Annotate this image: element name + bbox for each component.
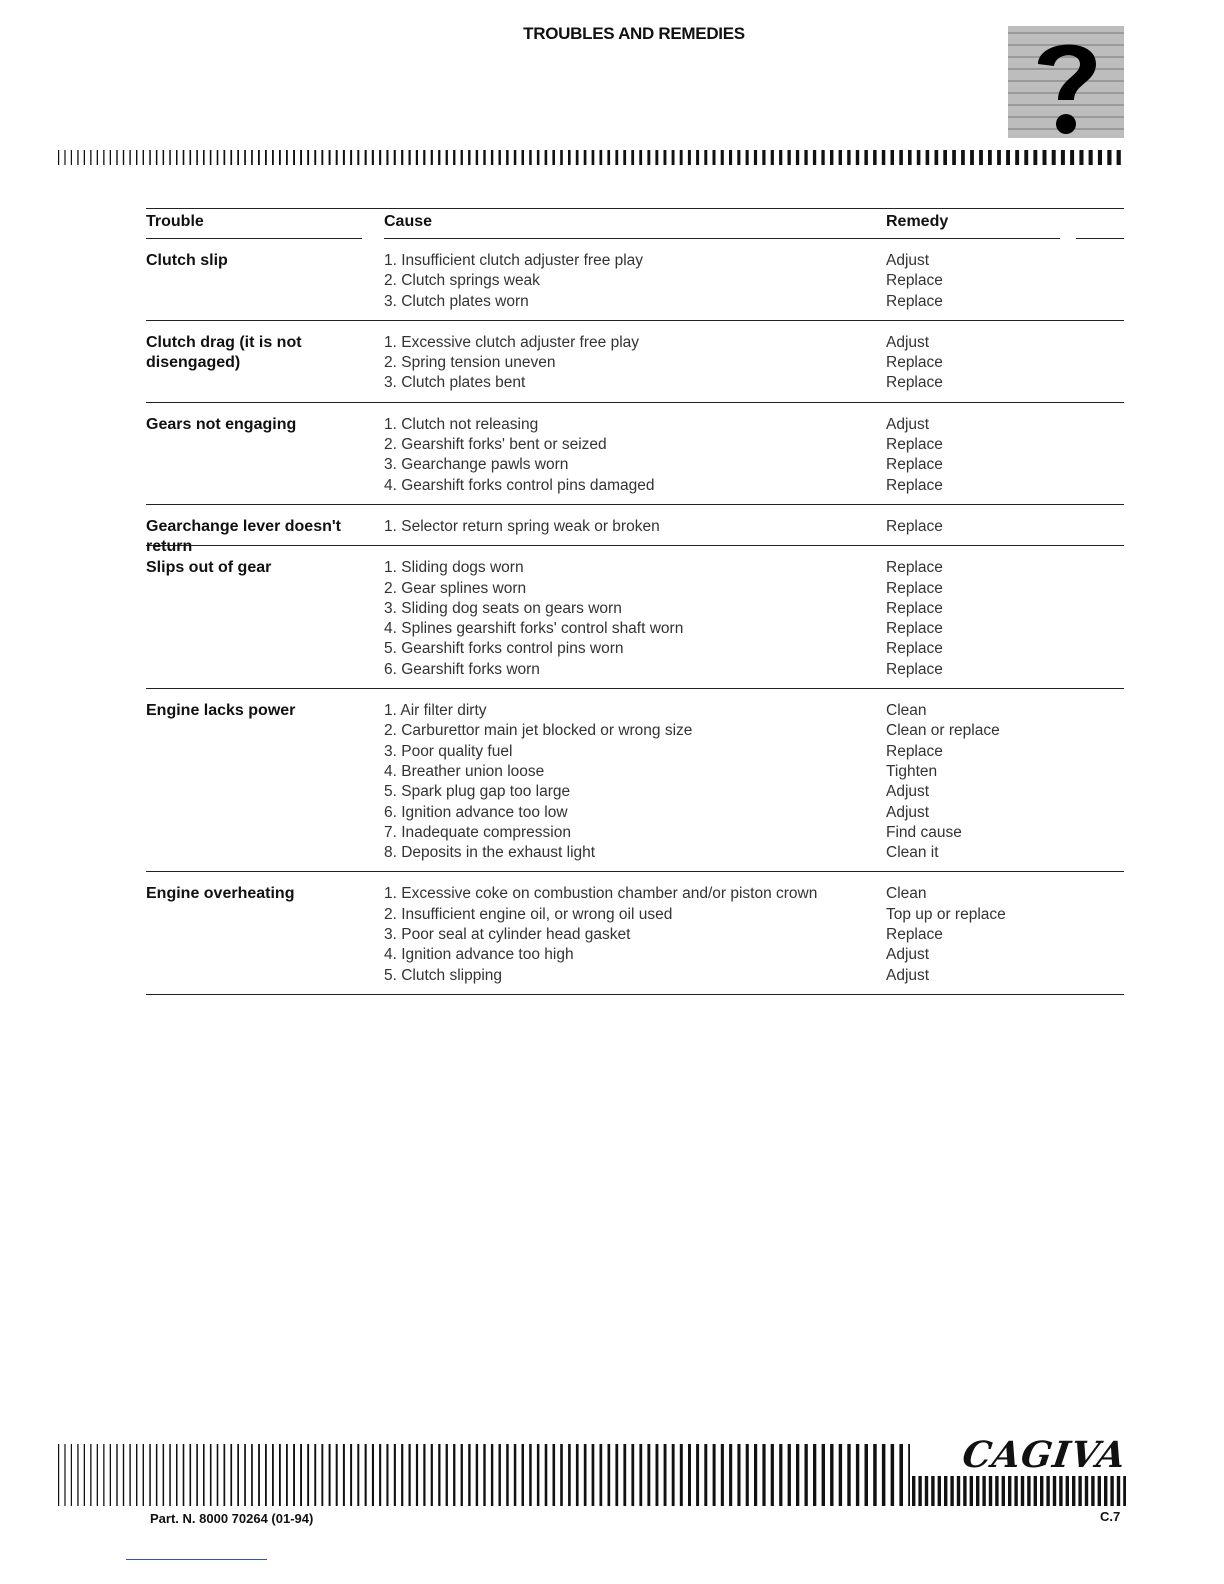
table-row <box>146 505 1124 555</box>
trouble-cell <box>146 558 366 578</box>
trouble-text: Gearchange lever doesn't <box>146 517 341 535</box>
table-row <box>146 872 1124 994</box>
cause-item: 5. Spark plug gap too large <box>384 783 571 801</box>
cause-item: 3. Sliding dog seats on gears worn <box>384 599 622 617</box>
remedy-item: Top up or replace <box>886 905 1006 923</box>
page-title: TROUBLES AND REMEDIES <box>523 24 745 43</box>
cause-item: 3. Poor quality fuel <box>384 742 513 760</box>
table-row <box>146 321 1124 403</box>
remedy-item: Adjust <box>886 333 930 351</box>
trouble-text: disengaged) <box>146 353 241 371</box>
part-number: Part. N. 8000 70264 (01-94) <box>150 1511 314 1526</box>
trouble-cell <box>146 884 366 904</box>
remedy-item: Replace <box>886 579 943 597</box>
remedy-item: Adjust <box>886 783 930 801</box>
remedy-cell <box>886 701 1116 863</box>
remedy-item: Replace <box>886 620 943 638</box>
cause-item: 1. Sliding dogs worn <box>384 559 524 577</box>
remedy-item: Adjust <box>886 252 930 269</box>
cause-cell <box>384 884 874 985</box>
trouble-text: Engine overheating <box>146 885 295 903</box>
remedy-item: Replace <box>886 456 943 474</box>
trouble-cell <box>146 701 366 721</box>
remedy-item: Replace <box>886 354 943 372</box>
cause-item: 3. Clutch plates bent <box>384 374 526 392</box>
cause-item: 1. Air filter dirty <box>384 702 487 720</box>
footer-barcode-strip <box>58 1444 910 1506</box>
remedy-cell <box>886 415 1116 496</box>
cause-item: 6. Ignition advance too low <box>384 803 568 821</box>
header-trouble: Trouble <box>146 213 204 230</box>
remedy-item: Replace <box>886 272 943 290</box>
bottom-rule <box>126 1559 267 1560</box>
cause-item: 7. Inadequate compression <box>384 823 571 841</box>
remedy-cell <box>886 251 1116 312</box>
table-body <box>146 239 1124 995</box>
remedy-item: Adjust <box>886 946 930 964</box>
cause-item: 6. Gearshift forks worn <box>384 660 540 678</box>
cause-item: 5. Clutch slipping <box>384 966 503 984</box>
trouble-text: Clutch drag (it is not <box>146 333 302 351</box>
trouble-cell <box>146 251 366 271</box>
remedy-cell <box>886 333 1116 394</box>
remedy-item: Clean <box>886 702 927 720</box>
cause-item: 3. Poor seal at cylinder head gasket <box>384 926 631 944</box>
cause-item: 5. Gearshift forks control pins worn <box>384 640 624 658</box>
trouble-text: return <box>146 537 193 555</box>
logo-barcode-strip <box>912 1476 1126 1506</box>
cause-cell <box>384 558 874 680</box>
remedy-item: Find cause <box>886 823 962 841</box>
remedy-cell <box>886 884 1116 985</box>
remedy-cell <box>886 517 1116 537</box>
trouble-text: Engine lacks power <box>146 702 296 720</box>
table-row <box>146 239 1124 321</box>
remedy-item: Replace <box>886 926 943 944</box>
remedy-item: Replace <box>886 599 943 617</box>
header-cause: Cause <box>384 213 433 230</box>
cause-item: 4. Gearshift forks control pins damaged <box>384 476 655 494</box>
remedy-item: Replace <box>886 374 943 392</box>
remedy-item: Replace <box>886 640 943 658</box>
table-row <box>146 689 1124 872</box>
remedy-item: Replace <box>886 517 943 535</box>
cause-cell <box>384 415 874 496</box>
cause-item: 2. Spring tension uneven <box>384 354 556 372</box>
remedy-item: Replace <box>886 292 943 310</box>
remedy-item: Clean <box>886 885 927 903</box>
header-remedy: Remedy <box>886 213 949 230</box>
page-number: C.7 <box>1100 1509 1121 1524</box>
cagiva-logo: CAGIVA <box>959 1434 1129 1476</box>
cause-item: 8. Deposits in the exhaust light <box>384 844 596 862</box>
cause-item: 1. Excessive coke on combustion chamber and/or piston crown <box>384 885 818 903</box>
top-barcode-strip <box>58 150 1124 165</box>
remedy-cell <box>886 558 1116 680</box>
remedy-item: Replace <box>886 660 943 678</box>
remedy-item: Replace <box>886 559 943 577</box>
trouble-text: Slips out of gear <box>146 559 272 577</box>
remedy-item: Replace <box>886 476 943 494</box>
cause-cell <box>384 517 874 537</box>
question-mark-icon <box>1008 26 1124 138</box>
table-row <box>146 403 1124 505</box>
table-row <box>146 546 1124 689</box>
trouble-text: Clutch slip <box>146 252 228 269</box>
cause-item: 4. Breather union loose <box>384 762 545 780</box>
cause-item: 3. Gearchange pawls worn <box>384 456 569 474</box>
table-header <box>146 208 1124 239</box>
cause-cell <box>384 333 874 394</box>
cause-item: 4. Ignition advance too high <box>384 946 574 964</box>
cause-item: 1. Selector return spring weak or broken <box>384 517 660 535</box>
cause-item: 2. Carburettor main jet blocked or wrong size <box>384 722 693 740</box>
cause-cell <box>384 701 874 863</box>
remedy-item: Clean or replace <box>886 722 1000 740</box>
cause-item: 1. Excessive clutch adjuster free play <box>384 333 640 351</box>
cause-item: 2. Gear splines worn <box>384 579 527 597</box>
trouble-cell <box>146 333 366 373</box>
remedy-item: Clean it <box>886 844 939 862</box>
remedy-item: Adjust <box>886 803 930 821</box>
cause-item: 3. Clutch plates worn <box>384 292 529 310</box>
cause-item: 2. Insufficient engine oil, or wrong oil used <box>384 905 673 923</box>
cause-item: 1. Insufficient clutch adjuster free play <box>384 252 644 269</box>
remedy-item: Replace <box>886 436 943 454</box>
remedy-item: Tighten <box>886 762 938 780</box>
trouble-cell <box>146 415 366 435</box>
remedy-item: Adjust <box>886 415 930 433</box>
remedy-item: Replace <box>886 742 943 760</box>
cause-item: 2. Gearshift forks' bent or seized <box>384 436 607 454</box>
cause-item: 4. Splines gearshift forks' control shaft worn <box>384 620 684 638</box>
remedy-item: Adjust <box>886 966 930 984</box>
cause-item: 2. Clutch springs weak <box>384 272 540 290</box>
cause-cell <box>384 251 874 312</box>
troubles-table <box>146 208 1124 995</box>
cause-item: 1. Clutch not releasing <box>384 415 539 433</box>
trouble-text: Gears not engaging <box>146 415 297 433</box>
